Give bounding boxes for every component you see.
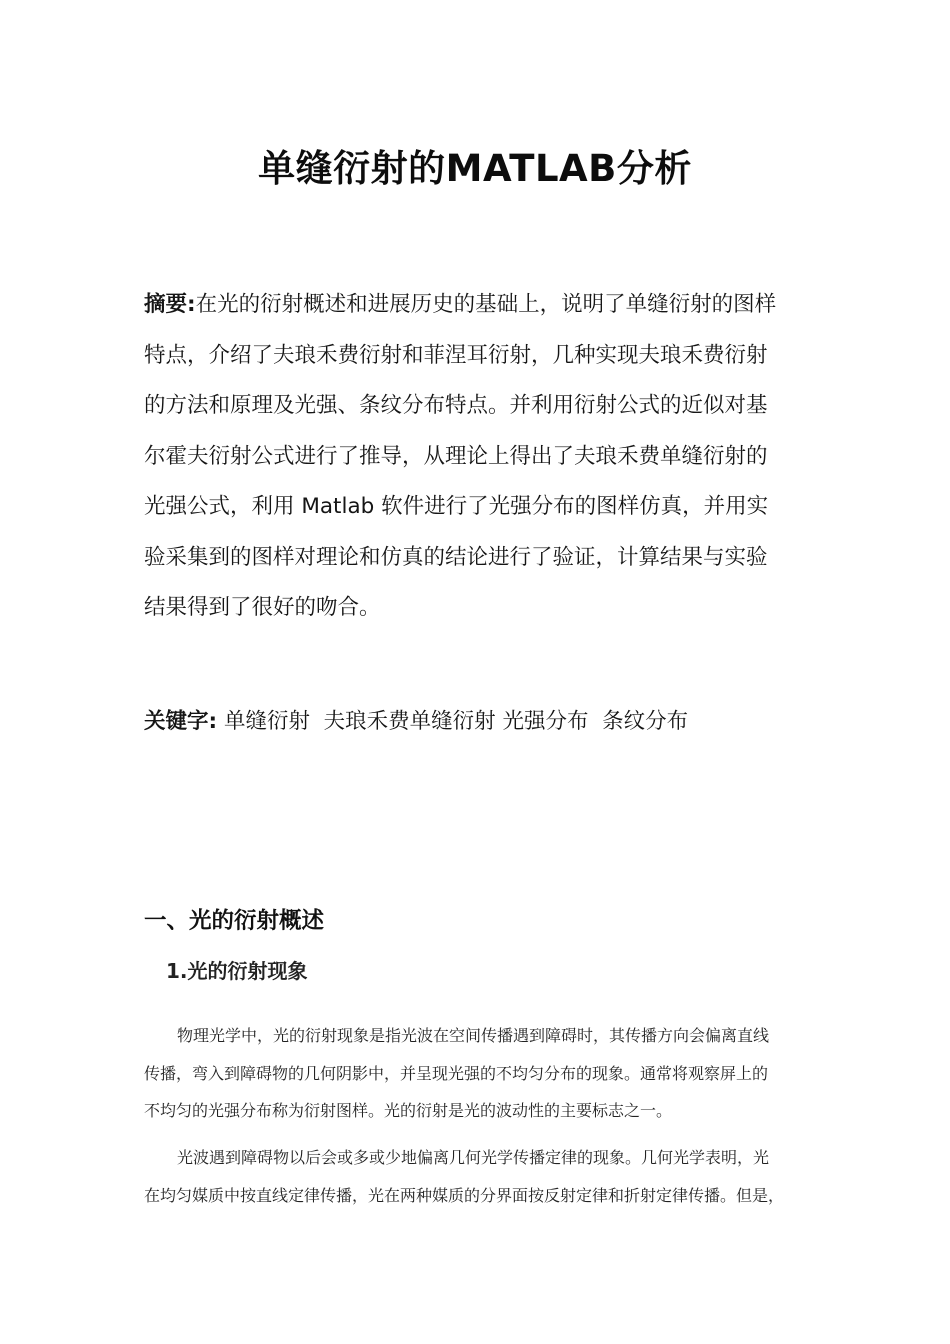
paragraph-line: 传播，弯入到障碍物的几何阴影中，并呈现光强的不均匀分布的现象。通常将观察屏上的 <box>144 1063 769 1083</box>
abstract-line: 的方法和原理及光强、条纹分布特点。并利用衍射公式的近似对基 <box>144 393 768 418</box>
abstract-label: 摘要: <box>144 292 196 317</box>
abstract-line: 验采集到的图样对理论和仿真的结论进行了验证，计算结果与实验 <box>144 544 768 570</box>
keywords-label: 关键字: <box>144 709 218 734</box>
abstract-line: 结果得到了很好的吻合。 <box>144 595 381 620</box>
subsection-heading: 1.光的衍射现象 <box>166 959 308 983</box>
paragraph-line: 不均匀的光强分布称为衍射图样。光的衍射是光的波动性的主要标志之一。 <box>144 1101 673 1120</box>
abstract-line: 尔霍夫衍射公式进行了推导，从理论上得出了夫琅禾费单缝衍射的 <box>144 443 768 469</box>
body-paragraph <box>144 1017 824 1130</box>
abstract-line: 特点，介绍了夫琅禾费衍射和菲涅耳衍射，几种实现夫琅禾费衍射 <box>144 342 768 368</box>
abstract-text: 在光的衍射概述和进展历史的基础上，说明了单缝衍射的图样 <box>195 292 777 317</box>
paragraph-line: 在均匀媒质中按直线定律传播，光在两种媒质的分界面按反射定律和折射定律传播。但是， <box>144 1185 785 1205</box>
paragraph-line: 物理光学中，光的衍射现象是指光波在空间传播遇到障碍时，其传播方向会偏离直线 <box>177 1026 770 1045</box>
section-heading: 一、光的衍射概述 <box>144 908 325 934</box>
abstract-line: 光强公式，利用 Matlab 软件进行了光强分布的图样仿真，并用实 <box>144 494 769 519</box>
body-paragraph <box>144 1139 824 1214</box>
keywords-block <box>144 697 824 747</box>
paragraph-line: 光波遇到障碍物以后会或多或少地偏离几何光学传播定律的现象。几何光学表明，光 <box>177 1148 770 1167</box>
document-title: 单缝衍射的MATLAB分析 <box>258 147 692 190</box>
abstract-line <box>144 280 814 331</box>
abstract-block <box>144 280 814 634</box>
keywords-text: 单缝衍射 夫琅禾费单缝衍射 光强分布 条纹分布 <box>217 709 689 734</box>
